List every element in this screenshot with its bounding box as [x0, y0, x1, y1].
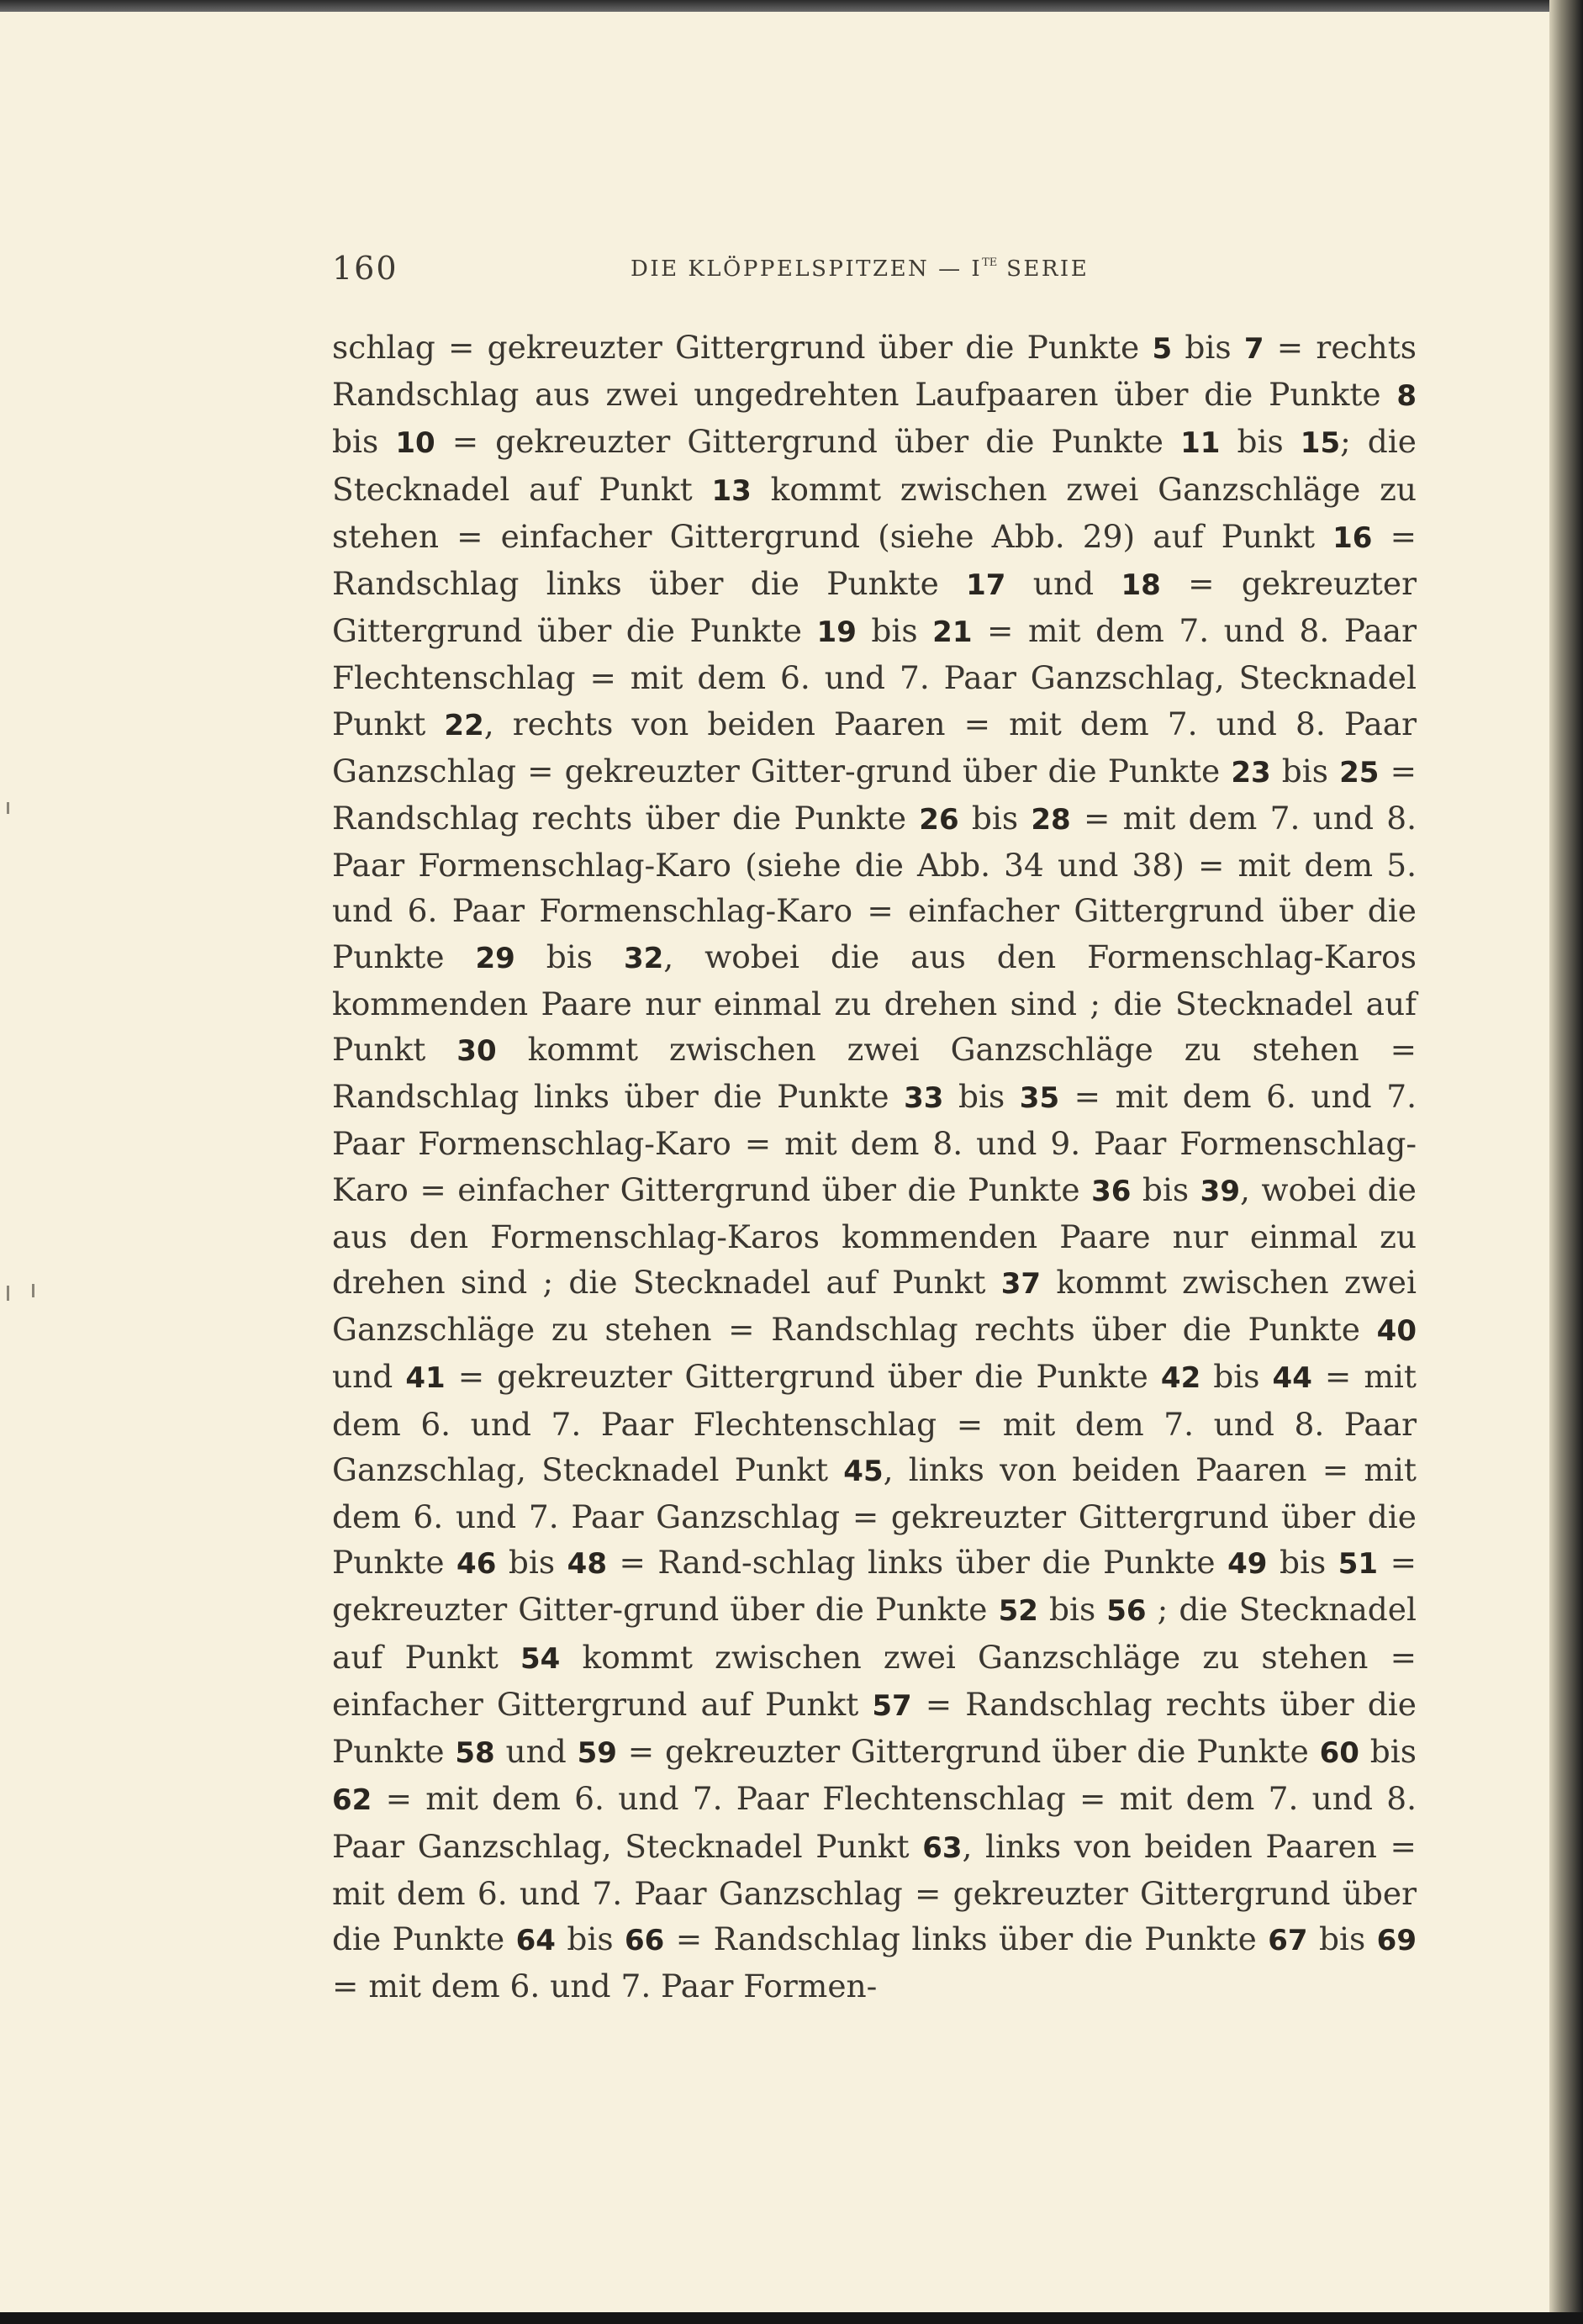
point-number: 29: [475, 941, 515, 975]
point-number: 49: [1227, 1547, 1268, 1582]
margin-speck: [7, 802, 9, 814]
text-run: und: [1005, 565, 1121, 603]
text-run: , links von beiden Paaren = mit dem 6. und 7. Paar Ganzschlag = gekreuzter Gittergrund über die Punkte: [332, 1827, 1417, 1957]
point-number: 64: [515, 1923, 556, 1957]
text-run: = gekreuzter Gittergrund über die Punkte: [332, 565, 1417, 650]
text-run: = gekreuzter Gittergrund über die Punkte: [616, 1733, 1320, 1771]
text-run: bis: [958, 800, 1032, 837]
point-number: 59: [577, 1736, 617, 1771]
text-run: bis: [332, 423, 396, 461]
text-run: bis: [1267, 1544, 1338, 1582]
text-run: = mit dem 6. und 7. Paar Flechtenschlag = mit dem 7. und 8. Paar Ganzschlag, Stecknadel Punkt: [332, 1358, 1417, 1488]
text-run: bis: [555, 1920, 625, 1957]
text-run: bis: [1220, 423, 1301, 461]
text-run: bis: [1307, 1920, 1377, 1957]
point-number: 13: [711, 473, 752, 508]
text-run: = rechts Randschlag aus zwei ungedrehten Laufpaaren über die Punkte: [332, 329, 1417, 414]
point-number: 23: [1231, 755, 1271, 790]
text-run: = Randschlag rechts über die Punkte: [332, 752, 1417, 837]
running-title: [631, 256, 1089, 282]
text-run: bis: [856, 612, 933, 650]
text-run: = mit dem 6. und 7. Paar Formenschlag-Karo = mit dem 8. und 9. Paar Formenschlag-Karo = einfacher Gittergrund über die Punkte: [332, 1078, 1417, 1208]
text-run: ; die Stecknadel auf Punkt: [332, 1591, 1417, 1676]
point-number: 39: [1200, 1174, 1240, 1208]
text-run: bis: [496, 1544, 567, 1582]
point-number: 22: [444, 708, 484, 742]
point-number: 8: [1396, 379, 1417, 414]
text-run: = gekreuzter Gitter-grund über die Punkte: [332, 1544, 1417, 1629]
point-number: 32: [623, 941, 664, 975]
text-run: , rechts von beiden Paaren = mit dem 7. und 8. Paar Ganzschlag = gekreuzter Gitter-grund über die Punkte: [332, 705, 1417, 790]
text-run: = Rand-schlag links über die Punkte: [606, 1544, 1228, 1582]
point-number: 41: [405, 1361, 446, 1396]
margin-speck: [32, 1284, 34, 1297]
text-run: bis: [1172, 329, 1244, 366]
point-number: 11: [1180, 426, 1221, 461]
text-run: , links von beiden Paaren = mit dem 6. und 7. Paar Ganzschlag = gekreuzter Gittergrund über die Punkte: [332, 1450, 1417, 1582]
text-run: = mit dem 6. und 7. Paar Flechtenschlag = mit dem 7. und 8. Paar Ganzschlag, Stecknadel Punkt: [332, 1780, 1417, 1865]
text-run: = mit dem 6. und 7. Paar Formen-: [332, 1967, 878, 2005]
point-number: 25: [1339, 755, 1380, 790]
text-run: schlag = gekreuzter Gittergrund über die Punkte: [332, 329, 1153, 366]
point-number: 40: [1376, 1314, 1417, 1349]
text-run: = gekreuzter Gittergrund über die Punkte: [445, 1358, 1161, 1396]
margin-speck: [7, 1286, 9, 1301]
point-number: 51: [1338, 1547, 1379, 1582]
point-number: 21: [932, 615, 973, 650]
point-number: 33: [904, 1081, 944, 1116]
point-number: 26: [919, 803, 959, 837]
point-number: 58: [455, 1736, 495, 1771]
text-run: = mit dem 7. und 8. Paar Formenschlag-Karo (siehe die Abb. 34 und 38) = mit dem 5. und 6. Paar Formenschlag-Karo = einfacher Gittergrund über die Punkte: [332, 800, 1417, 975]
point-number: 35: [1019, 1081, 1060, 1116]
text-run: = Randschlag links über die Punkte: [332, 517, 1417, 603]
point-number: 19: [816, 615, 857, 650]
running-title-superscript: TE: [982, 256, 998, 269]
point-number: 17: [966, 568, 1006, 603]
text-run: und: [494, 1733, 578, 1771]
point-number: 60: [1319, 1736, 1359, 1771]
page-number: 160: [332, 250, 398, 287]
point-number: 37: [1000, 1267, 1042, 1302]
text-run: bis: [1037, 1591, 1107, 1629]
body-paragraph: [332, 325, 1417, 2009]
text-run: bis: [1270, 752, 1340, 790]
running-head: [332, 250, 1417, 292]
point-number: 18: [1121, 568, 1161, 603]
text-run: kommt zwischen zwei Ganzschläge zu stehen = Randschlag rechts über die Punkte: [332, 1264, 1417, 1349]
book-page: [0, 12, 1549, 2312]
text-run: kommt zwischen zwei Ganzschläge zu stehen = einfacher Gittergrund (siehe Abb. 29) auf Punkt: [332, 470, 1417, 555]
point-number: 7: [1243, 332, 1264, 366]
point-number: 57: [872, 1688, 912, 1723]
text-run: bis: [1131, 1170, 1200, 1208]
page-top-edge: [0, 0, 1583, 12]
running-title-main: DIE KLÖPPELSPITZEN — I: [631, 256, 983, 282]
text-run: bis: [943, 1078, 1020, 1116]
text-run: = gekreuzter Gittergrund über die Punkte: [435, 423, 1181, 461]
text-run: kommt zwischen zwei Ganzschläge zu stehen = Randschlag links über die Punkte: [332, 1031, 1417, 1116]
point-number: 54: [520, 1641, 561, 1676]
page-right-edge: [1549, 0, 1583, 2324]
point-number: 44: [1272, 1361, 1312, 1396]
text-run: , wobei die aus den Formenschlag-Karos kommenden Paare nur einmal zu drehen sind ; die Stecknadel auf Punkt: [332, 938, 1417, 1069]
point-number: 66: [625, 1923, 665, 1957]
point-number: 62: [332, 1783, 372, 1818]
text-run: = Randschlag links über die Punkte: [664, 1920, 1269, 1957]
text-run: , wobei die aus den Formenschlag-Karos kommenden Paare nur einmal zu drehen sind ; die Stecknadel auf Punkt: [332, 1170, 1417, 1302]
text-run: ; die Stecknadel auf Punkt: [332, 423, 1417, 508]
point-number: 56: [1106, 1594, 1147, 1629]
point-number: 36: [1091, 1174, 1132, 1208]
text-run: = mit dem 7. und 8. Paar Flechtenschlag = mit dem 6. und 7. Paar Ganzschlag, Stecknadel Punkt: [332, 612, 1417, 742]
point-number: 30: [456, 1034, 497, 1069]
point-number: 52: [998, 1594, 1038, 1629]
text-run: = Randschlag rechts über die Punkte: [332, 1685, 1417, 1771]
point-number: 63: [922, 1830, 963, 1865]
page-bottom-edge: [0, 2312, 1583, 2324]
point-number: 16: [1332, 520, 1373, 555]
point-number: 42: [1160, 1361, 1201, 1396]
text-run: bis: [1200, 1358, 1273, 1396]
text-run: kommt zwischen zwei Ganzschläge zu stehen = einfacher Gittergrund auf Punkt: [332, 1638, 1417, 1723]
text-run: und: [332, 1358, 406, 1396]
point-number: 28: [1031, 803, 1071, 837]
text-run: bis: [1359, 1733, 1417, 1771]
point-number: 46: [456, 1547, 497, 1582]
point-number: 10: [395, 426, 435, 461]
text-run: bis: [514, 938, 624, 975]
point-number: 15: [1300, 426, 1341, 461]
point-number: 67: [1268, 1923, 1308, 1957]
point-number: 5: [1152, 332, 1173, 366]
point-number: 69: [1376, 1923, 1417, 1957]
running-title-end: SERIE: [1006, 256, 1090, 282]
point-number: 48: [567, 1547, 607, 1582]
point-number: 45: [843, 1454, 884, 1488]
